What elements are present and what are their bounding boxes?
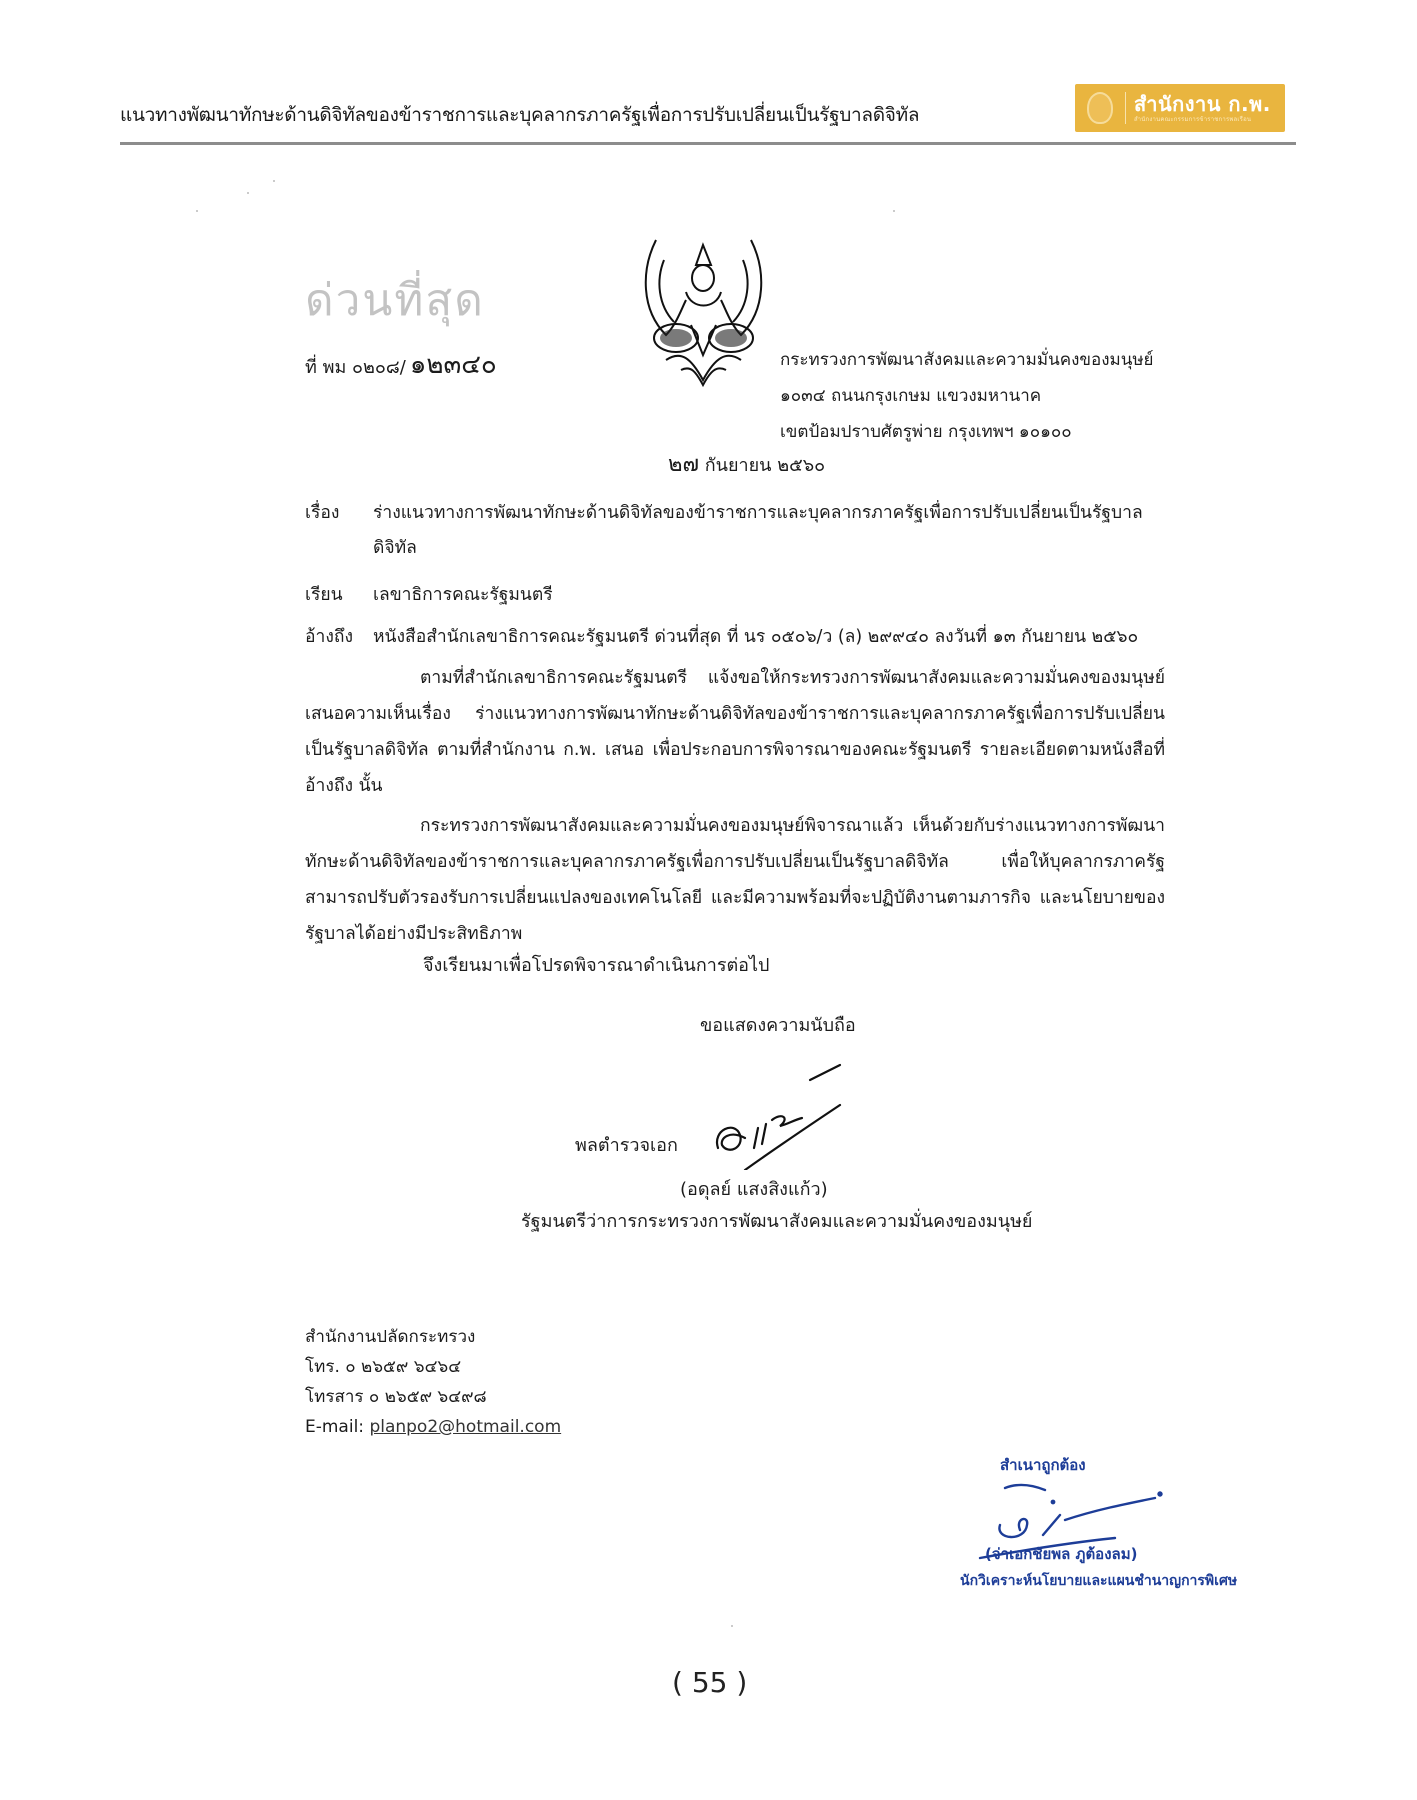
reference-number xyxy=(305,344,497,385)
email-link[interactable]: planpo2@hotmail.com xyxy=(369,1417,562,1437)
reference-text: หนังสือสำนักเลขาธิการคณะรัฐมนตรี ด่วนที่สุด ที่ นร ๐๕๐๖/ว (ล) ๒๙๙๔๐ ลงวันที่ ๑๓ กันยายน ๒๕๖๐ xyxy=(373,627,1139,647)
contact-block xyxy=(305,1322,561,1442)
date-month-year: กันยายน ๒๕๖๐ xyxy=(704,455,826,476)
closing-line: จึงเรียนมาเพื่อโปรดพิจารณาดำเนินการต่อไป xyxy=(423,955,770,976)
reference-label: อ้างถึง xyxy=(305,627,354,647)
date-day-handwritten: ๒๗ xyxy=(668,452,700,477)
address-line-2: เขตป้อมปราบศัตรูพ่าย กรุงเทพฯ ๑๐๑๐๐ xyxy=(780,422,1072,442)
regards-line: ขอแสดงความนับถือ xyxy=(700,1015,856,1036)
certifier-name: (จ่าเอกชัยพล ภูต้องลม) xyxy=(985,1545,1138,1563)
scan-speck xyxy=(731,1625,733,1627)
contact-office: สำนักงานปลัดกระทรวง xyxy=(305,1327,476,1347)
contact-fax: โทรสาร ๐ ๒๖๕๙ ๖๔๙๘ xyxy=(305,1387,487,1407)
contact-phone: โทร. ๐ ๒๖๕๙ ๖๔๖๔ xyxy=(305,1357,462,1377)
ministry-address xyxy=(780,342,1154,450)
reference-row xyxy=(305,620,1169,655)
emblem-icon xyxy=(1087,92,1113,124)
scan-speck xyxy=(247,192,249,194)
address-line-1: ๑๐๓๔ ถนนกรุงเกษม แขวงมหานาค xyxy=(780,386,1042,406)
ocsc-logo xyxy=(1075,84,1285,132)
signer-position: รัฐมนตรีว่าการกระทรวงการพัฒนาสังคมและความมั่นคงของมนุษย์ xyxy=(521,1211,1033,1232)
subject-row xyxy=(305,496,1169,566)
paragraph-2 xyxy=(305,808,1165,952)
subject-label: เรื่อง xyxy=(305,503,340,523)
certified-copy-title: สำเนาถูกต้อง xyxy=(1000,1456,1086,1474)
minister-signature-icon xyxy=(710,1060,850,1170)
logo-main-text: สำนักงาน ก.พ. xyxy=(1134,91,1271,116)
ministry-name: กระทรวงการพัฒนาสังคมและความมั่นคงของมนุษย์ xyxy=(780,350,1154,370)
scan-speck xyxy=(273,180,275,182)
ref-handwritten-number: ๑๒๓๔๐ xyxy=(409,350,497,380)
signer-rank: พลตำรวจเอก xyxy=(575,1135,678,1156)
email-label: E-mail: xyxy=(305,1417,370,1437)
to-text: เลขาธิการคณะรัฐมนตรี xyxy=(373,585,553,605)
letter-date xyxy=(668,446,825,481)
header-divider xyxy=(120,142,1296,145)
scan-speck xyxy=(196,210,198,212)
scan-speck xyxy=(893,210,895,212)
page-number: ( 55 ) xyxy=(672,1666,748,1699)
urgent-stamp: ด่วนที่สุด xyxy=(305,275,485,326)
to-label: เรียน xyxy=(305,585,343,605)
garuda-emblem-icon xyxy=(636,230,771,390)
certifier-position: นักวิเคราะห์นโยบายและแผนชำนาญการพิเศษ xyxy=(960,1573,1238,1589)
subject-text: ร่างแนวทางการพัฒนาทักษะด้านดิจิทัลของข้าราชการและบุคลากรภาครัฐเพื่อการปรับเปลี่ยนเป็นรัฐบาลดิจิทัล xyxy=(373,503,1143,558)
logo-sub-text: สำนักงานคณะกรรมการข้าราชการพลเรือน xyxy=(1134,115,1252,123)
ref-prefix: ที่ พม ๐๒๐๘/ xyxy=(305,357,406,378)
running-header-title: แนวทางพัฒนาทักษะด้านดิจิทัลของข้าราชการและบุคลากรภาครัฐเพื่อการปรับเปลี่ยนเป็นรัฐบาลดิจิทัล xyxy=(120,104,920,126)
contact-email-row xyxy=(305,1412,561,1442)
paragraph-1 xyxy=(305,660,1165,804)
signer-name: (อดุลย์ แสงสิงแก้ว) xyxy=(680,1179,828,1200)
to-row xyxy=(305,578,1169,613)
paragraph-1-text: ตามที่สำนักเลขาธิการคณะรัฐมนตรี แจ้งขอให้กระทรวงการพัฒนาสังคมและความมั่นคงของมนุษย์เสนอความเห็นเรื่อง ร่างแนวทางการพัฒนาทักษะด้านดิจิทัลของข้าราชการและบุคลากรภาครัฐเพื่อการปรับเปลี่ยนเป็นรัฐบาลดิจิทัล ตามที่สำนักงาน ก.พ. เสนอ เพื่อประกอบการพิจารณาของคณะรัฐมนตรี รายละเอียดตามหนังสือที่อ้างถึง นั้น xyxy=(305,668,1165,796)
logo-divider xyxy=(1125,92,1126,124)
paragraph-2-text: กระทรวงการพัฒนาสังคมและความมั่นคงของมนุษย์พิจารณาแล้ว เห็นด้วยกับร่างแนวทางการพัฒนาทักษะด้านดิจิทัลของข้าราชการและบุคลากรภาครัฐเพื่อการปรับเปลี่ยนเป็นรัฐบาลดิจิทัล เพื่อให้บุคลากรภาครัฐสามารถปรับตัวรองรับการเปลี่ยนแปลงของเทคโนโลยี และมีความพร้อมที่จะปฏิบัติงานตามภารกิจ และนโยบายของรัฐบาลได้อย่างมีประสิทธิภาพ xyxy=(305,816,1165,944)
